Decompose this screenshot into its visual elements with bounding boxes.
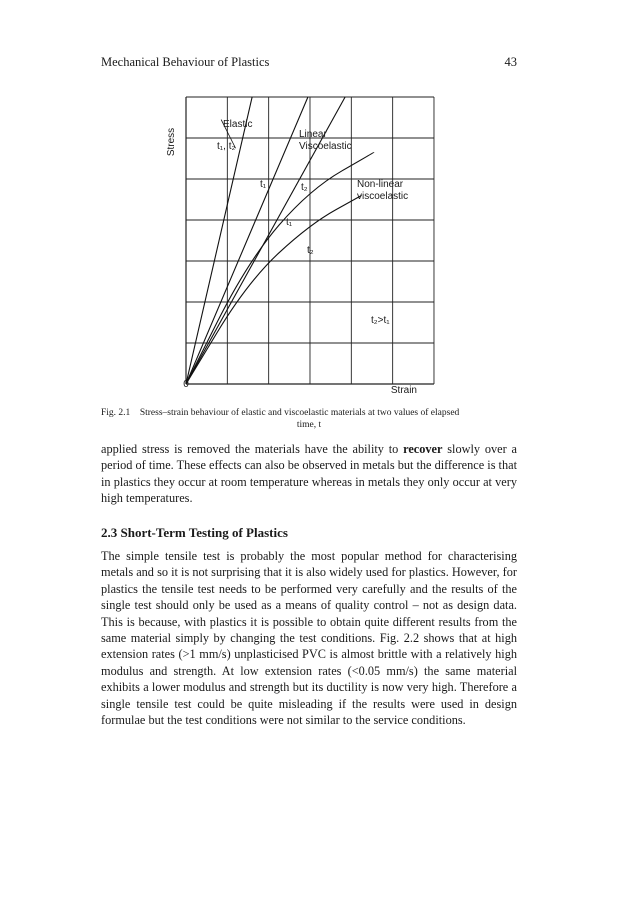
paragraph-tensile-test: The simple tensile test is probably the most popular method for characterising metals and so it is not surprising that it is also widely used for plastics. However, for plastics the tensile test needs to be performed very carefully and the results of the single test should only be used as a means of quality control – not as design data. This is because, with plastics it is possible to obtain quite different results from the same material simply by changing the test conditions. Fig. 2.2 shows that at high extension rates (>1 mm/s) unplasticised PVC is almost brittle with a relatively high modulus and strength. At low extension rates (<0.05 mm/s) the same material exhibits a lower modulus and strength but its ductility is now very high. Therefore a single tensile test could be quite misleading if the results were used in design formulae but the test conditions were not similar to the service conditions.	[101, 549, 517, 728]
label-elastic-times: t₁, t₂	[217, 141, 236, 152]
caption-label: Fig. 2.1	[101, 408, 131, 418]
caption-text-2: time, t	[296, 420, 322, 430]
origin-label: 0	[183, 379, 189, 390]
running-head	[101, 55, 517, 70]
running-title: Mechanical Behaviour of Plastics	[101, 55, 270, 69]
paragraph-recover	[101, 441, 517, 507]
series-curve-3	[186, 152, 374, 384]
stress-strain-chart	[160, 80, 450, 400]
x-axis-label: Strain	[390, 385, 417, 396]
emphasis-recover: recover	[403, 442, 443, 456]
series-curve-1	[186, 97, 308, 384]
section-heading: 2.3 Short-Term Testing of Plastics	[101, 525, 288, 540]
label-t1-nonlinear: t₁	[286, 217, 293, 228]
page-number: 43	[504, 55, 517, 69]
series-curve-4	[186, 195, 362, 384]
y-axis-label: Stress	[166, 127, 177, 157]
label-nonlinear: Non-linear	[357, 179, 404, 190]
caption-text: Stress–strain behaviour of elastic and viscoelastic materials at two values of elapsed	[139, 408, 460, 418]
label-time-relation: t₂>t₁	[371, 315, 390, 326]
figure-caption	[101, 407, 517, 431]
paragraph-text: applied stress is removed the materials have the ability to	[101, 442, 404, 456]
label-linear: Linear	[299, 129, 327, 140]
stress-strain-figure	[160, 80, 450, 405]
label-nonlinear-2: viscoelastic	[357, 191, 409, 202]
paragraph-text-end: slowly over a period of time. These effects can also be observed in metals but the difference is that in plastics they occur at room temperature whereas in metals they only occur at very high temperatures.	[101, 442, 517, 506]
label-t1-linear: t₁	[260, 179, 267, 190]
label-linear-2: Viscoelastic	[299, 141, 352, 152]
label-elastic: Elastic	[223, 119, 253, 130]
label-t2-nonlinear: t₂	[307, 245, 314, 256]
label-t2-linear: t₂	[301, 182, 308, 193]
